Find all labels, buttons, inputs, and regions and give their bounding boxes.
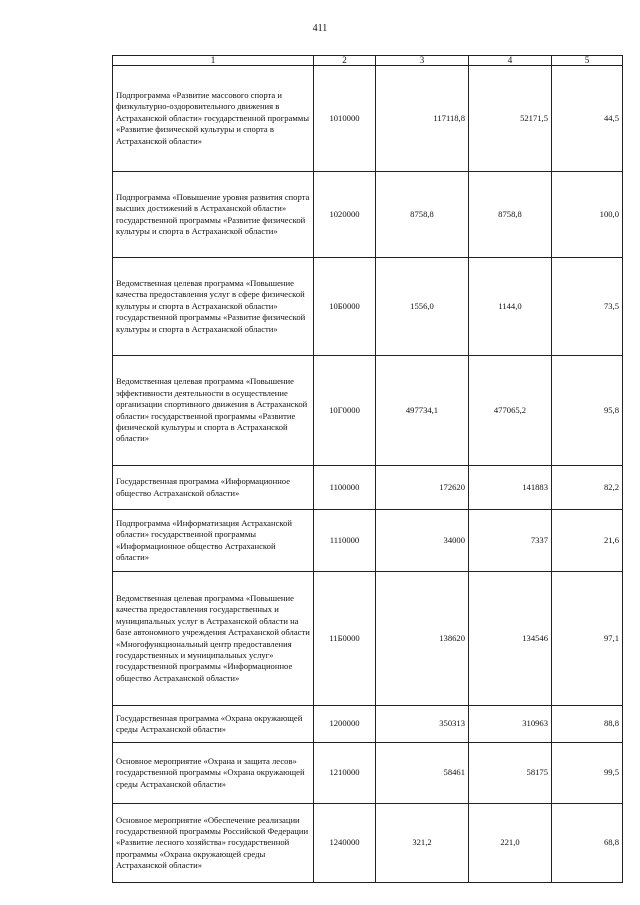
program-name-cell: Ведомственная целевая программа «Повышение качества предоставления государственных и муниципальных услуг в Астраханской области на базе автономного учреждения Астраханской области «Многофункциональный центр предоставления государственных и муниципальных услуг» государственной программы «Информационное общество Астраханской области» — [113, 572, 314, 706]
percent-cell: 82,2 — [552, 466, 623, 510]
column-header-3: 3 — [376, 56, 469, 66]
plan-amount-cell: 8758,8 — [376, 172, 469, 258]
percent-cell: 68,8 — [552, 804, 623, 883]
program-name-cell: Государственная программа «Информационное общество Астраханской области» — [113, 466, 314, 510]
program-name-cell: Основное мероприятие «Охрана и защита лесов» государственной программы «Охрана окружающей среды Астраханской области» — [113, 743, 314, 804]
table-row — [113, 466, 623, 510]
program-code-cell: 1110000 — [314, 510, 376, 572]
table-row — [113, 743, 623, 804]
actual-amount-cell: 8758,8 — [469, 172, 552, 258]
actual-amount-cell: 1144,0 — [469, 258, 552, 356]
table-row — [113, 356, 623, 466]
program-name-cell: Ведомственная целевая программа «Повышение эффективности деятельности в осуществление организации спортивного движения в Астраханской области» государственной программы «Развитие физической культуры и спорта в Астраханской области» — [113, 356, 314, 466]
actual-amount-cell: 477065,2 — [469, 356, 552, 466]
table-row — [113, 172, 623, 258]
percent-cell: 100,0 — [552, 172, 623, 258]
program-code-cell: 1240000 — [314, 804, 376, 883]
table-row — [113, 66, 623, 172]
percent-cell: 99,5 — [552, 743, 623, 804]
program-name-cell: Основное мероприятие «Обеспечение реализации государственной программы Российской Федерации «Развитие лесного хозяйства» государственной программы «Охрана окружающей среды Астраханской области» — [113, 804, 314, 883]
program-name-cell: Подпрограмма «Повышение уровня развития спорта высших достижений в Астраханской области» государственной программы «Развитие физической культуры и спорта в Астраханской области» — [113, 172, 314, 258]
plan-amount-cell: 350313 — [376, 706, 469, 743]
actual-amount-cell: 58175 — [469, 743, 552, 804]
percent-cell: 88,8 — [552, 706, 623, 743]
program-name-cell: Подпрограмма «Развитие массового спорта и физкультурно-оздоровительного движения в Астраханской области» государственной программы «Развитие физической культуры и спорта в Астраханской области» — [113, 66, 314, 172]
program-name-cell: Государственная программа «Охрана окружающей среды Астраханской области» — [113, 706, 314, 743]
table-row — [113, 706, 623, 743]
plan-amount-cell: 34000 — [376, 510, 469, 572]
plan-amount-cell: 497734,1 — [376, 356, 469, 466]
plan-amount-cell: 117118,8 — [376, 66, 469, 172]
column-header-4: 4 — [469, 56, 552, 66]
actual-amount-cell: 134546 — [469, 572, 552, 706]
program-code-cell: 10Б0000 — [314, 258, 376, 356]
actual-amount-cell: 52171,5 — [469, 66, 552, 172]
plan-amount-cell: 1556,0 — [376, 258, 469, 356]
program-code-cell: 1200000 — [314, 706, 376, 743]
table-header-row — [113, 56, 623, 66]
program-name-cell: Ведомственная целевая программа «Повышение качества предоставления услуг в сфере физической культуры и спорта в Астраханской области» государственной программы «Развитие физической культуры и спорта в Астраханской области» — [113, 258, 314, 356]
column-header-2: 2 — [314, 56, 376, 66]
program-code-cell: 1100000 — [314, 466, 376, 510]
table-row — [113, 804, 623, 883]
percent-cell: 44,5 — [552, 66, 623, 172]
budget-table — [112, 55, 623, 883]
program-code-cell: 11Б0000 — [314, 572, 376, 706]
plan-amount-cell: 321,2 — [376, 804, 469, 883]
actual-amount-cell: 221,0 — [469, 804, 552, 883]
program-code-cell: 1210000 — [314, 743, 376, 804]
percent-cell: 73,5 — [552, 258, 623, 356]
program-name-cell: Подпрограмма «Информатизация Астраханской области» государственной программы «Информационное общество Астраханской области» — [113, 510, 314, 572]
table-row — [113, 510, 623, 572]
percent-cell: 21,6 — [552, 510, 623, 572]
plan-amount-cell: 138620 — [376, 572, 469, 706]
program-code-cell: 10Г0000 — [314, 356, 376, 466]
program-code-cell: 1020000 — [314, 172, 376, 258]
percent-cell: 97,1 — [552, 572, 623, 706]
table-row — [113, 258, 623, 356]
plan-amount-cell: 172620 — [376, 466, 469, 510]
page-number: 411 — [312, 23, 328, 34]
column-header-5: 5 — [552, 56, 623, 66]
actual-amount-cell: 141883 — [469, 466, 552, 510]
column-header-1: 1 — [113, 56, 314, 66]
actual-amount-cell: 310963 — [469, 706, 552, 743]
table-row — [113, 572, 623, 706]
actual-amount-cell: 7337 — [469, 510, 552, 572]
percent-cell: 95,8 — [552, 356, 623, 466]
plan-amount-cell: 58461 — [376, 743, 469, 804]
program-code-cell: 1010000 — [314, 66, 376, 172]
